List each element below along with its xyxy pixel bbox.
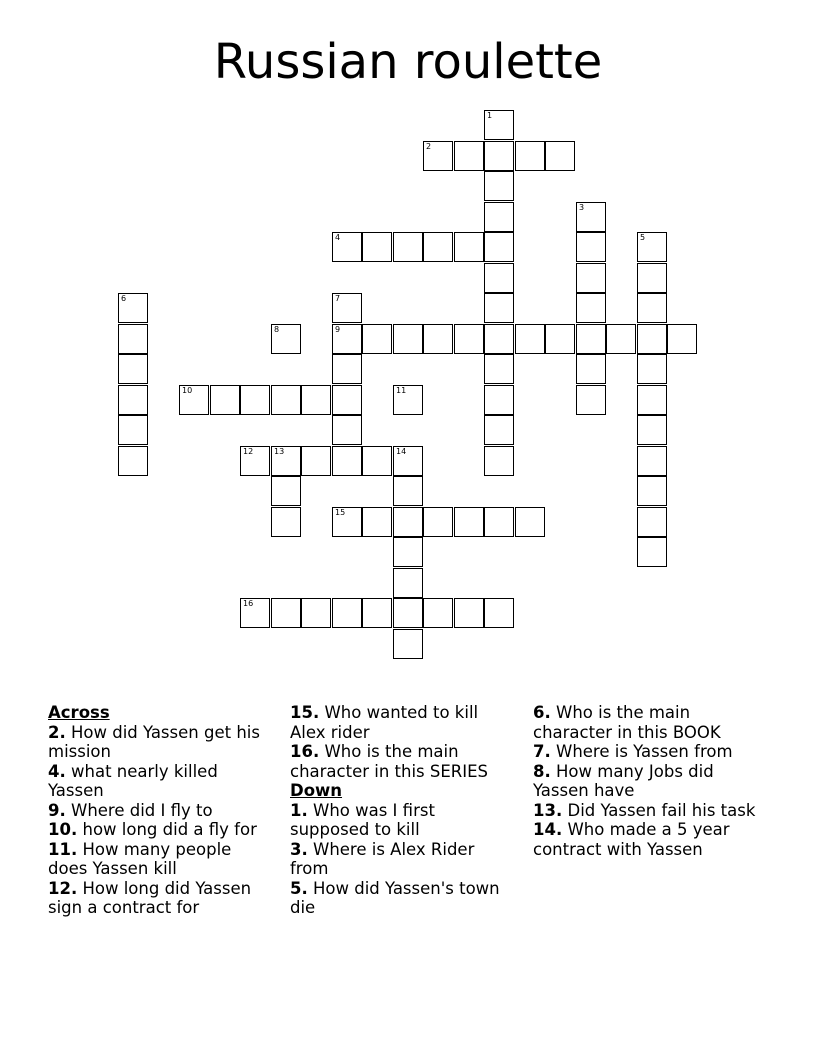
page-title: Russian roulette bbox=[213, 34, 603, 90]
grid-cell[interactable] bbox=[393, 446, 423, 476]
grid-cell[interactable] bbox=[637, 263, 667, 293]
grid-cell[interactable] bbox=[393, 598, 423, 628]
grid-cell[interactable] bbox=[484, 293, 514, 323]
grid-cell[interactable] bbox=[271, 324, 301, 354]
down-clue-5: 5. How did Yassen's town die bbox=[290, 878, 500, 917]
grid-cell[interactable] bbox=[301, 598, 331, 628]
across-heading: Across bbox=[48, 703, 110, 722]
grid-cell[interactable] bbox=[393, 232, 423, 262]
clue-column-2 bbox=[290, 703, 515, 918]
grid-cell[interactable] bbox=[362, 446, 392, 476]
grid-cell[interactable] bbox=[545, 324, 575, 354]
cell-number: 5 bbox=[640, 233, 646, 242]
across-clue-11: 11. How many people does Yassen kill bbox=[48, 839, 232, 878]
grid-cell[interactable] bbox=[576, 385, 606, 415]
grid-cell[interactable] bbox=[667, 324, 697, 354]
grid-cell[interactable] bbox=[362, 232, 392, 262]
grid-cell[interactable] bbox=[576, 324, 606, 354]
grid-cell[interactable] bbox=[393, 537, 423, 567]
clue-column-3 bbox=[533, 703, 758, 859]
cell-number: 11 bbox=[396, 386, 407, 395]
cell-number: 9 bbox=[335, 325, 341, 334]
grid-cell[interactable] bbox=[118, 354, 148, 384]
grid-cell[interactable] bbox=[332, 507, 362, 537]
grid-cell[interactable] bbox=[393, 507, 423, 537]
grid-cell[interactable] bbox=[118, 385, 148, 415]
grid-cell[interactable] bbox=[606, 324, 636, 354]
down-heading: Down bbox=[290, 781, 343, 800]
grid-cell[interactable] bbox=[545, 141, 575, 171]
grid-cell[interactable] bbox=[240, 385, 270, 415]
grid-cell[interactable] bbox=[118, 446, 148, 476]
grid-cell[interactable] bbox=[454, 324, 484, 354]
grid-cell[interactable] bbox=[393, 568, 423, 598]
grid-cell[interactable] bbox=[576, 232, 606, 262]
cell-number: 3 bbox=[579, 203, 585, 212]
cell-number: 15 bbox=[335, 508, 346, 517]
grid-cell[interactable] bbox=[576, 202, 606, 232]
grid-cell[interactable] bbox=[423, 598, 453, 628]
down-clue-8: 8. How many Jobs did Yassen have bbox=[533, 761, 714, 800]
grid-cell[interactable] bbox=[423, 324, 453, 354]
across-clue-4: 4. what nearly killed Yassen bbox=[48, 761, 218, 800]
grid-cell[interactable] bbox=[332, 446, 362, 476]
cell-number: 14 bbox=[396, 447, 407, 456]
down-clue-14: 14. Who made a 5 year contract with Yassen bbox=[533, 820, 730, 859]
grid-cell[interactable] bbox=[484, 141, 514, 171]
down-clue-13: 13. Did Yassen fail his task bbox=[533, 800, 756, 820]
cell-number: 12 bbox=[243, 447, 254, 456]
across-clue-2: 2. How did Yassen get his mission bbox=[48, 722, 260, 761]
grid-cell[interactable] bbox=[240, 446, 270, 476]
grid-cell[interactable] bbox=[393, 324, 423, 354]
grid-cell[interactable] bbox=[423, 507, 453, 537]
grid-cell[interactable] bbox=[423, 232, 453, 262]
grid-cell[interactable] bbox=[240, 598, 270, 628]
cell-number: 7 bbox=[335, 294, 341, 303]
down-clue-3: 3. Where is Alex Rider from bbox=[290, 839, 475, 878]
grid-cell[interactable] bbox=[332, 324, 362, 354]
across-clue-16: 16. Who is the main character in this SERIES bbox=[290, 742, 489, 781]
cell-number: 4 bbox=[335, 233, 341, 242]
grid-cell[interactable] bbox=[332, 385, 362, 415]
grid-cell[interactable] bbox=[637, 537, 667, 567]
grid-cell[interactable] bbox=[362, 507, 392, 537]
grid-cell[interactable] bbox=[484, 232, 514, 262]
grid-cell[interactable] bbox=[637, 385, 667, 415]
grid-cell[interactable] bbox=[271, 476, 301, 506]
cell-number: 16 bbox=[243, 599, 254, 608]
grid-cell[interactable] bbox=[576, 354, 606, 384]
grid-cell[interactable] bbox=[271, 385, 301, 415]
grid-cell[interactable] bbox=[637, 446, 667, 476]
grid-cell[interactable] bbox=[454, 141, 484, 171]
grid-cell[interactable] bbox=[515, 141, 545, 171]
grid-cell[interactable] bbox=[484, 598, 514, 628]
grid-cell[interactable] bbox=[637, 354, 667, 384]
grid-cell[interactable] bbox=[332, 598, 362, 628]
grid-cell[interactable] bbox=[484, 110, 514, 140]
grid-cell[interactable] bbox=[393, 629, 423, 659]
grid-cell[interactable] bbox=[332, 415, 362, 445]
across-clue-10: 10. how long did a fly for bbox=[48, 820, 257, 839]
grid-cell[interactable] bbox=[637, 324, 667, 354]
grid-cell[interactable] bbox=[393, 476, 423, 506]
cell-number: 2 bbox=[426, 142, 432, 151]
grid-cell[interactable] bbox=[271, 507, 301, 537]
grid-cell[interactable] bbox=[332, 293, 362, 323]
cell-number: 1 bbox=[487, 111, 493, 120]
grid-cell[interactable] bbox=[423, 141, 453, 171]
cell-number: 6 bbox=[121, 294, 127, 303]
grid-cell[interactable] bbox=[484, 415, 514, 445]
grid-cell[interactable] bbox=[271, 446, 301, 476]
grid-cell[interactable] bbox=[515, 324, 545, 354]
grid-cell[interactable] bbox=[637, 507, 667, 537]
grid-cell[interactable] bbox=[576, 263, 606, 293]
grid-cell[interactable] bbox=[515, 507, 545, 537]
grid-cell[interactable] bbox=[179, 385, 209, 415]
grid-cell[interactable] bbox=[484, 171, 514, 201]
grid-cell[interactable] bbox=[637, 232, 667, 262]
grid-cell[interactable] bbox=[576, 293, 606, 323]
grid-cell[interactable] bbox=[484, 202, 514, 232]
cell-number: 13 bbox=[274, 447, 285, 456]
grid-cell[interactable] bbox=[637, 293, 667, 323]
grid-cell[interactable] bbox=[362, 598, 392, 628]
grid-cell[interactable] bbox=[637, 476, 667, 506]
grid-cell[interactable] bbox=[118, 293, 148, 323]
grid-cell[interactable] bbox=[454, 598, 484, 628]
grid-cell[interactable] bbox=[393, 385, 423, 415]
grid-cell[interactable] bbox=[484, 507, 514, 537]
grid-cell[interactable] bbox=[484, 354, 514, 384]
grid-cell[interactable] bbox=[332, 354, 362, 384]
grid-cell[interactable] bbox=[301, 446, 331, 476]
cell-number: 10 bbox=[182, 386, 193, 395]
grid-cell[interactable] bbox=[118, 324, 148, 354]
down-clue-6: 6. Who is the main character in this BOOK bbox=[533, 703, 721, 742]
grid-cell[interactable] bbox=[484, 385, 514, 415]
grid-cell[interactable] bbox=[362, 324, 392, 354]
grid-cell[interactable] bbox=[484, 263, 514, 293]
grid-cell[interactable] bbox=[118, 415, 148, 445]
grid-cell[interactable] bbox=[332, 232, 362, 262]
cell-number: 8 bbox=[274, 325, 280, 334]
grid-cell[interactable] bbox=[271, 598, 301, 628]
clue-column-1 bbox=[48, 703, 273, 918]
grid-cell[interactable] bbox=[637, 415, 667, 445]
grid-cell[interactable] bbox=[454, 232, 484, 262]
down-clue-1: 1. Who was I first supposed to kill bbox=[290, 800, 435, 839]
grid-cell[interactable] bbox=[454, 507, 484, 537]
grid-cell[interactable] bbox=[484, 446, 514, 476]
across-clue-12: 12. How long did Yassen sign a contract for bbox=[48, 878, 252, 917]
down-clue-7: 7. Where is Yassen from bbox=[533, 742, 733, 761]
grid-cell[interactable] bbox=[210, 385, 240, 415]
across-clue-9: 9. Where did I fly to bbox=[48, 800, 213, 820]
grid-cell[interactable] bbox=[484, 324, 514, 354]
across-clue-15: 15. Who wanted to kill Alex rider bbox=[290, 703, 479, 742]
grid-cell[interactable] bbox=[301, 385, 331, 415]
